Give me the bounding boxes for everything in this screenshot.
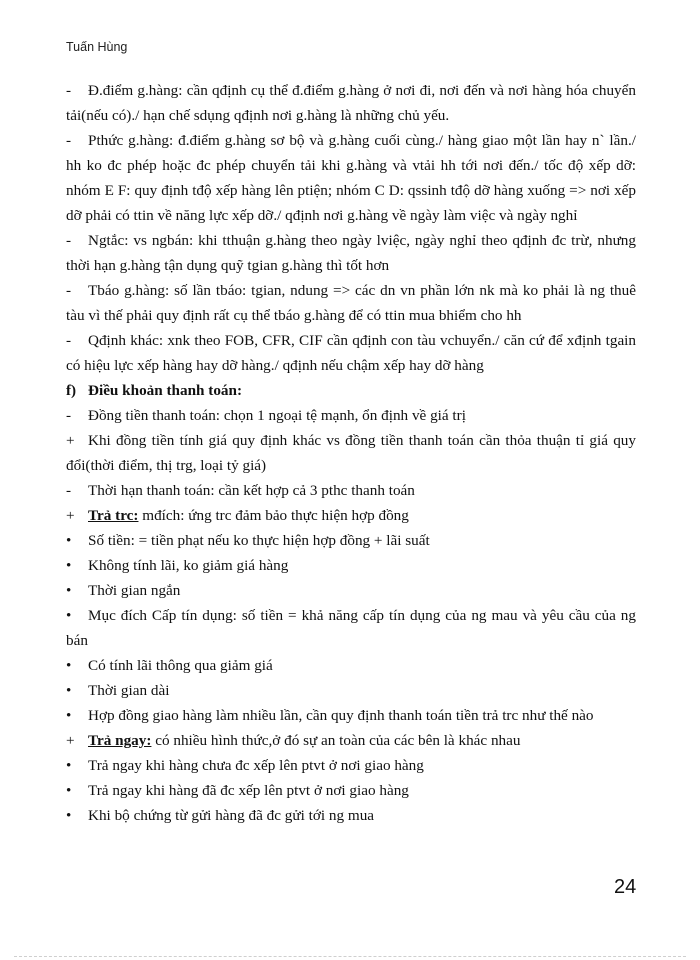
page-header-author: Tuấn Hùng: [66, 40, 128, 54]
list-item: - Đồng tiền thanh toán: chọn 1 ngoại tệ mạnh, ổn định về giá trị: [66, 407, 466, 424]
list-item: • Khi bộ chứng từ gửi hàng đã đc gửi tới ng mua: [66, 807, 375, 824]
document-body: [66, 78, 636, 828]
list-item: - Pthức g.hàng: đ.điểm g.hàng sơ bộ và g.hàng cuối cùng./ hàng giao một lần hay n` lần./ hh ko đc phép hoặc đc phép chuyển tải khi g.hàng và vtải hh tới nơi đến./ tốc độ xếp dỡ: nhóm E F: quy định tđộ xếp hàng lên ptiện; nhóm C D: qssinh tđộ dỡ hàng xuống => nơi xếp dỡ phải có ttin về năng lực xếp dỡ./ qđịnh nơi g.hàng về ngày làm việc và ngày nghỉ: [66, 132, 636, 224]
list-item: - Thời hạn thanh toán: cần kết hợp cả 3 pthc thanh toán: [66, 482, 415, 499]
list-item: • Có tính lãi thông qua giảm giá: [66, 657, 273, 674]
list-item: - Ngtắc: vs ngbán: khi tthuận g.hàng theo ngày lviệc, ngày nghỉ theo qđịnh đc trừ, nhưng thời hạn g.hàng tận dụng quỹ tgian g.hàng thì tốt hơn: [66, 232, 636, 274]
term-label: Trả ngay:: [88, 732, 152, 749]
list-item: • Mục đích Cấp tín dụng: số tiền = khả năng cấp tín dụng của ng mau và yêu cầu của ng bán: [66, 607, 636, 649]
list-item: - Tbáo g.hàng: số lần tbáo: tgian, ndung => các dn vn phần lớn nk mà ko phải là ng thuê tàu vì thế phải quy định rất cụ thể tbáo g.hàng để có ttin mua bhiểm cho hh: [66, 282, 636, 324]
list-item: • Thời gian dài: [66, 682, 170, 699]
page-number: 24: [614, 876, 637, 898]
list-item: • Trả ngay khi hàng đã đc xếp lên ptvt ở nơi giao hàng: [66, 782, 409, 799]
list-item: • Số tiền: = tiền phạt nếu ko thực hiện hợp đồng + lãi suất: [66, 532, 430, 549]
section-heading: f) Điều khoản thanh toán:: [66, 382, 243, 399]
list-item: - Qđịnh khác: xnk theo FOB, CFR, CIF cần qđịnh con tàu vchuyển./ căn cứ để xđịnh tgain có hiệu lực xếp hàng hay dỡ hàng./ qđịnh nếu chậm xếp hay dỡ hàng: [66, 332, 636, 374]
list-item: • Trả ngay khi hàng chưa đc xếp lên ptvt ở nơi giao hàng: [66, 757, 424, 774]
term-label: Trả trc:: [88, 507, 139, 524]
list-item: • Thời gian ngắn: [66, 582, 181, 599]
list-item: - Đ.điểm g.hàng: cần qđịnh cụ thể đ.điểm g.hàng ở nơi đi, nơi đến và nơi hàng hóa chuyển tải(nếu có)./ hạn chế sdụng qđịnh nơi g.hàng là những chủ yếu.: [66, 82, 636, 124]
list-item: + Trả trc: mđích: ứng trc đảm bảo thực hiện hợp đồng: [66, 507, 409, 524]
list-item: + Trả ngay: có nhiều hình thức,ở đó sự an toàn của các bên là khác nhau: [66, 732, 521, 749]
page-edge-divider: [14, 956, 686, 957]
list-item: • Hợp đồng giao hàng làm nhiều lần, cần quy định thanh toán tiền trả trc như thế nào: [66, 707, 594, 724]
list-item: • Không tính lãi, ko giảm giá hàng: [66, 557, 289, 574]
list-item: + Khi đồng tiền tính giá quy định khác vs đồng tiền thanh toán cần thỏa thuận tỉ giá quy đổi(thời điểm, thị trg, loại tỷ giá): [66, 432, 636, 474]
